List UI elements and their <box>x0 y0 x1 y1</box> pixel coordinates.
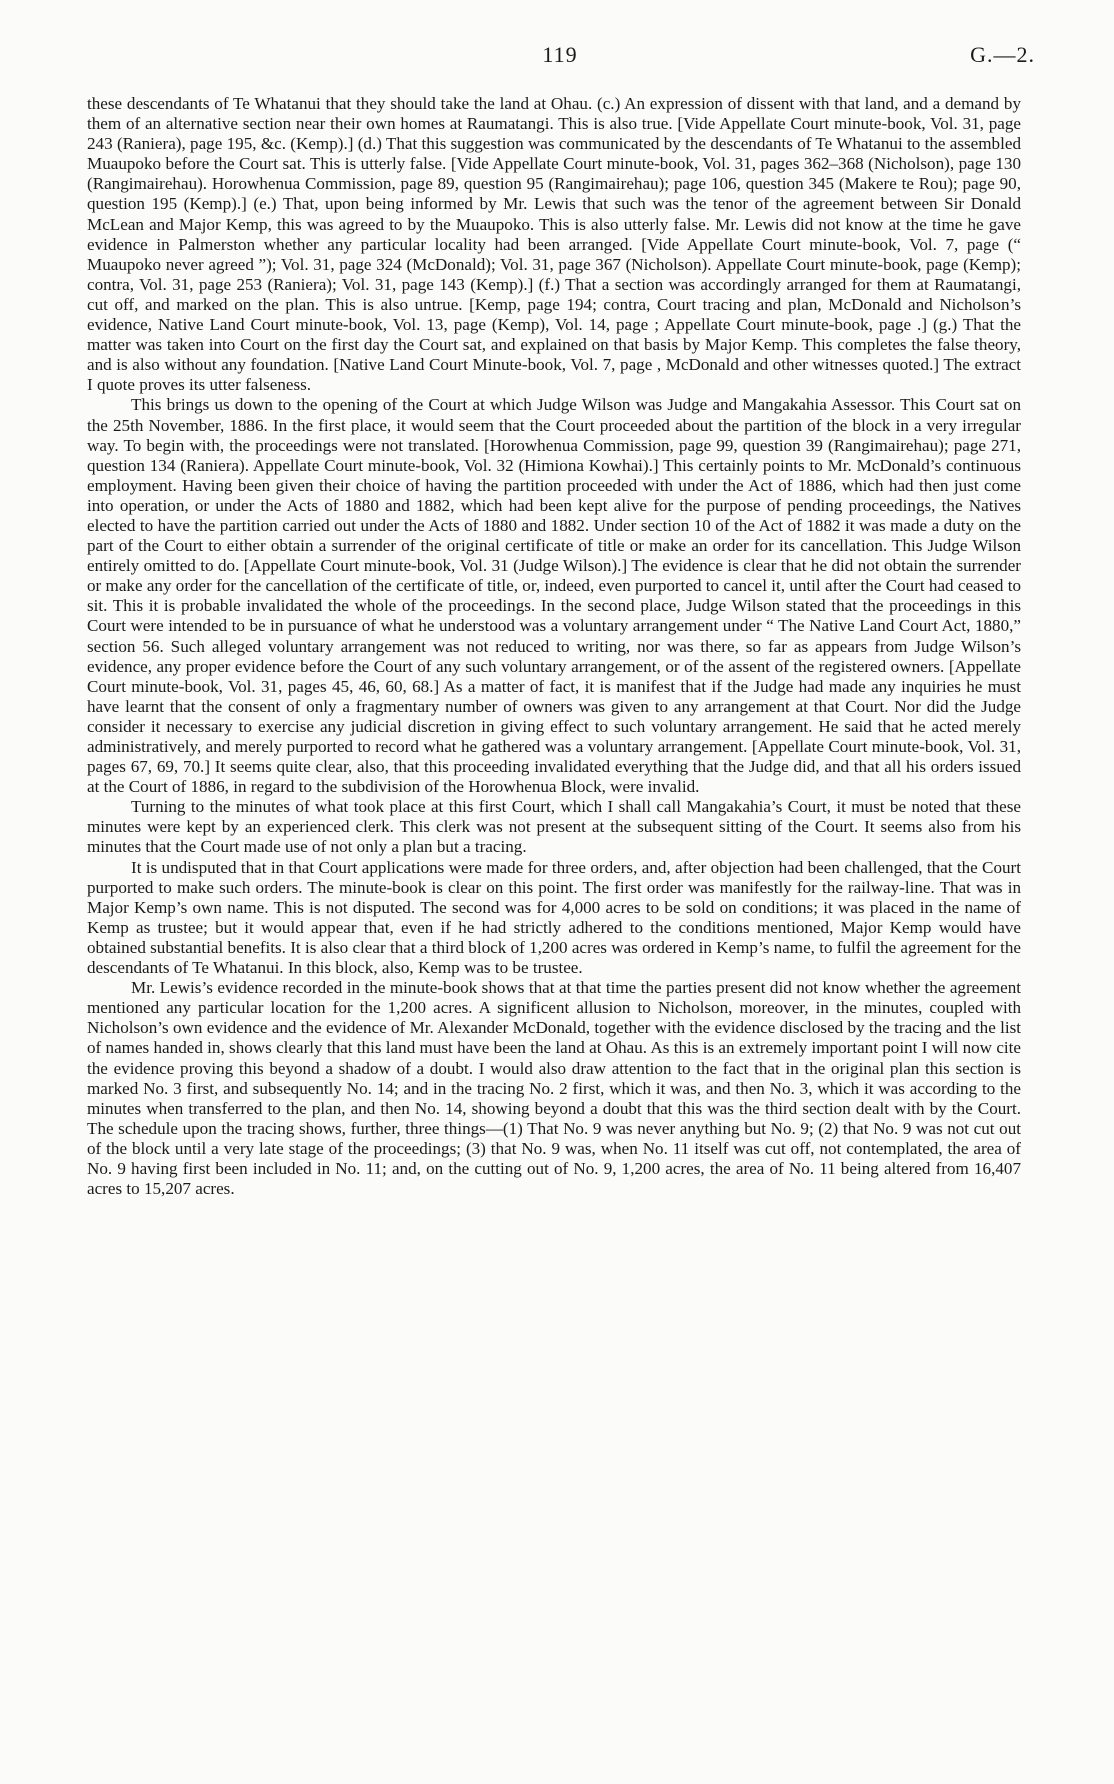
paragraph-mangakahia-court: Turning to the minutes of what took place at this first Court, which I shall call Mangakahia’s Court, it must be noted that these minutes were kept by an experienced clerk. This clerk was not present at the subsequent sitting of the Court. It seems also from his minutes that the Court made use of not only a plan but a tracing. <box>87 797 1021 857</box>
paragraph-wilson-court: This brings us down to the opening of the Court at which Judge Wilson was Judge and Mangakahia Assessor. This Court sat on the 25th November, 1886. In the first place, it would seem that the Court proceeded about the partition of the block in a very irregular way. To begin with, the proceedings were not translated. [Horowhenua Commission, page 99, question 39 (Rangimairehau); page 271, question 134 (Raniera). Appellate Court minute-book, Vol. 32 (Himiona Kowhai).] This certainly points to Mr. McDonald’s continuous employment. Having been given their choice of having the partition proceeded with under the Act of 1886, which had then just come into operation, or under the Acts of 1880 and 1882, which had been kept alive for the purpose of pending proceedings, the Natives elected to have the partition carried out under the Acts of 1880 and 1882. Under section 10 of the Act of 1882 it was made a duty on the part of the Court to either obtain a surrender of the original certificate of title or make an order for its cancellation. This Judge Wilson entirely omitted to do. [Appellate Court minute-book, Vol. 31 (Judge Wilson).] The evidence is clear that he did not obtain the surrender or make any order for the cancellation of the certificate of title, or, indeed, even purported to cancel it, until after the Court had ceased to sit. This it is probable invalidated the whole of the proceedings. In the second place, Judge Wilson stated that the proceedings in this Court were intended to be in pursuance of what he understood was a voluntary arrangement under “ The Native Land Court Act, 1880,” section 56. Such alleged voluntary arrangement was not reduced to writing, nor was there, so far as appears from Judge Wilson’s evidence, any proper evidence before the Court of any such voluntary arrangement, or of the assent of the registered owners. [Appellate Court minute-book, Vol. 31, pages 45, 46, 60, 68.] As a matter of fact, it is manifest that if the Judge had made any inquiries he must have learnt that the consent of only a fragmentary number of owners was given to any arrangement at that Court. Nor did the Judge consider it necessary to exercise any judicial discretion in giving effect to such voluntary arrangement. He said that he acted merely administratively, and merely purported to record what he gathered was a voluntary arrangement. [Appellate Court minute-book, Vol. 31, pages 67, 69, 70.] It seems quite clear, also, that this proceeding invalidated everything that the Judge did, and that all his orders issued at the Court of 1886, in regard to the subdivision of the Horowhenua Block, were invalid. <box>87 395 1021 797</box>
page-number: 119 <box>542 42 578 67</box>
document-reference: G.—2. <box>970 42 1035 67</box>
paragraph-continuation: these descendants of Te Whatanui that they should take the land at Ohau. (c.) An expression of dissent with that land, and a demand by them of an alternative section near their own homes at Raumatangi. This is also true. [Vide Appellate Court minute-book, Vol. 31, page 243 (Raniera), page 195, &c. (Kemp).] (d.) That this suggestion was communicated by the descendants of Te Whatanui to the assembled Muaupoko before the Court sat. This is utterly false. [Vide Appellate Court minute-book, Vol. 31, pages 362–368 (Nicholson), page 130 (Rangimairehau). Horowhenua Commission, page 89, question 95 (Rangimairehau); page 106, question 345 (Makere te Rou); page 90, question 195 (Kemp).] (e.) That, upon being informed by Mr. Lewis that such was the tenor of the agreement between Sir Donald McLean and Major Kemp, this was agreed to by the Muaupoko. This is also utterly false. Mr. Lewis did not know at the time he gave evidence in Palmerston whether any particular locality had been arranged. [Vide Appellate Court minute-book, Vol. 7, page (“ Muaupoko never agreed ”); Vol. 31, page 324 (McDonald); Vol. 31, page 367 (Nicholson). Appellate Court minute-book, page (Kemp); contra, Vol. 31, page 253 (Raniera); Vol. 31, page 143 (Kemp).] (f.) That a section was accordingly arranged for them at Raumatangi, cut off, and marked on the plan. This is also untrue. [Kemp, page 194; contra, Court tracing and plan, McDonald and Nicholson’s evidence, Native Land Court minute-book, Vol. 13, page (Kemp), Vol. 14, page ; Appellate Court minute-book, page .] (g.) That the matter was taken into Court on the first day the Court sat, and explained on that basis by Major Kemp. This completes the false theory, and is also without any foundation. [Native Land Court Minute-book, Vol. 7, page , McDonald and other witnesses quoted.] The extract I quote proves its utter falseness. <box>87 94 1021 395</box>
body-text <box>87 94 1021 1199</box>
paragraph-lewis-evidence: Mr. Lewis’s evidence recorded in the minute-book shows that at that time the parties present did not know whether the agreement mentioned any particular location for the 1,200 acres. A significent allusion to Nicholson, moreover, in the minutes, coupled with Nicholson’s own evidence and the evidence of Mr. Alexander McDonald, together with the evidence disclosed by the tracing and the list of names handed in, shows clearly that this land must have been the land at Ohau. As this is an extremely important point I will now cite the evidence proving this beyond a shadow of a doubt. I would also draw attention to the fact that in the original plan this section is marked No. 3 first, and subsequently No. 14; and in the tracing No. 2 first, which it was, and then No. 3, which it was according to the minutes when transferred to the plan, and then No. 14, showing beyond a doubt that this was the third section dealt with by the Court. The schedule upon the tracing shows, further, three things—(1) That No. 9 was never anything but No. 9; (2) that No. 9 was not cut out of the block until a very late stage of the proceedings; (3) that No. 9 was, when No. 11 itself was cut off, not contemplated, the area of No. 9 having first been included in No. 11; and, on the cutting out of No. 9, 1,200 acres, the area of No. 11 being altered from 16,407 acres to 15,207 acres. <box>87 978 1021 1199</box>
paragraph-three-orders: It is undisputed that in that Court applications were made for three orders, and, after objection had been challenged, that the Court purported to make such orders. The minute-book is clear on this point. The first order was manifestly for the railway-line. That was in Major Kemp’s own name. This is not disputed. The second was for 4,000 acres to be sold on conditions; it was placed in the name of Kemp as trustee; but it would appear that, even if he had strictly adhered to the conditions mentioned, Major Kemp would have obtained substantial benefits. It is also clear that a third block of 1,200 acres was ordered in Kemp’s name, to fulfil the agreement for the descendants of Te Whatanui. In this block, also, Kemp was to be trustee. <box>87 857 1021 978</box>
